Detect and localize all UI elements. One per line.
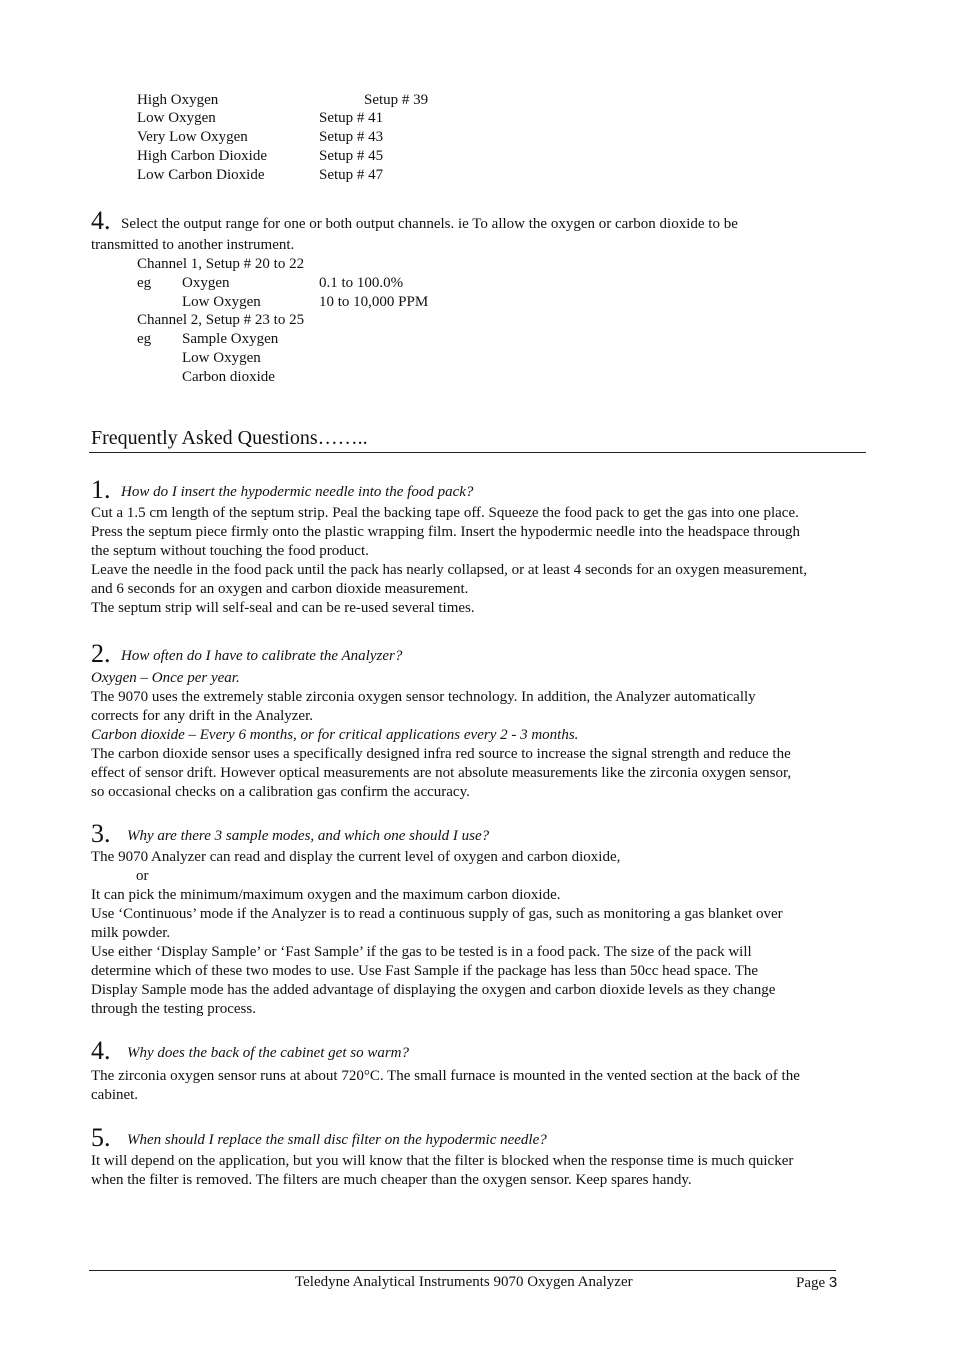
- answer-line: through the testing process.: [91, 1001, 256, 1017]
- answer-line: The septum strip will self-seal and can be re-used several times.: [91, 600, 475, 616]
- channel-2-item: Sample Oxygen: [182, 331, 279, 347]
- step-number: 4.: [91, 206, 111, 235]
- answer-line: The 9070 Analyzer can read and display the current level of oxygen and carbon dioxide,: [91, 849, 621, 865]
- answer-line: cabinet.: [91, 1087, 139, 1103]
- channel-1-range: 0.1 to 100.0%: [319, 275, 404, 291]
- alarm-setup: Setup # 43: [319, 129, 384, 145]
- alarm-name: High Carbon Dioxide: [137, 148, 267, 164]
- answer-line: Cut a 1.5 cm length of the septum strip. Peal the backing tape off. Squeeze the food pack to get the gas into one place.: [91, 505, 799, 521]
- page-number: [796, 1273, 837, 1293]
- answer-line: It can pick the minimum/maximum oxygen and the maximum carbon dioxide.: [91, 887, 561, 903]
- faq-number: 2.: [91, 639, 111, 668]
- page-label: Page: [796, 1275, 826, 1291]
- faq-answer: [91, 1067, 866, 1105]
- faq-number: 4.: [91, 1036, 111, 1065]
- faq-answer: [91, 848, 866, 1019]
- faq-answer: [91, 1152, 866, 1190]
- step-text: Select the output range for one or both output channels. ie To allow the oxygen or carbon dioxide to be: [121, 216, 738, 232]
- faq-heading: Frequently Asked Questions……..: [91, 427, 368, 449]
- answer-line: Use ‘Continuous’ mode if the Analyzer is to read a continuous supply of gas, such as monitoring a gas blanket over: [91, 906, 783, 922]
- faq-answer: [91, 669, 866, 802]
- alarm-setup: Setup # 47: [319, 167, 384, 183]
- page-value: 3: [828, 1274, 838, 1291]
- faq-number: 1.: [91, 475, 111, 504]
- answer-line: and 6 seconds for an oxygen and carbon dioxide measurement.: [91, 581, 469, 597]
- answer-line: milk powder.: [91, 925, 171, 941]
- faq-question: How often do I have to calibrate the Analyzer?: [121, 648, 403, 664]
- faq-question: When should I replace the small disc filter on the hypodermic needle?: [127, 1132, 547, 1148]
- answer-line: The carbon dioxide sensor uses a specifically designed infra red source to increase the signal strength and reduce the: [91, 746, 791, 762]
- eg-label: eg: [137, 331, 152, 347]
- faq-number: 5.: [91, 1123, 111, 1152]
- answer-line: It will depend on the application, but you will know that the filter is blocked when the response time is much quicker: [91, 1153, 794, 1169]
- footer-title: Teledyne Analytical Instruments 9070 Oxygen Analyzer: [295, 1274, 633, 1290]
- faq-number: 3.: [91, 819, 111, 848]
- answer-line: Use either ‘Display Sample’ or ‘Fast Sample’ if the gas to be tested is in a food pack. The size of the pack will: [91, 944, 752, 960]
- channel-2-item: Low Oxygen: [182, 350, 261, 366]
- faq-question: Why does the back of the cabinet get so warm?: [127, 1045, 410, 1061]
- footer-rule: [89, 1270, 836, 1271]
- alarm-setup: Setup # 39: [364, 92, 429, 108]
- channel-1-range: 10 to 10,000 PPM: [319, 294, 429, 310]
- channel-1-label: Channel 1, Setup # 20 to 22: [137, 256, 305, 272]
- answer-line: The 9070 uses the extremely stable zirconia oxygen sensor technology. In addition, the Analyzer automatically: [91, 689, 756, 705]
- alarm-setup: Setup # 41: [319, 110, 384, 126]
- answer-line: determine which of these two modes to use. Use Fast Sample if the package has less than 50cc head space. The: [91, 963, 759, 979]
- alarm-name: High Oxygen: [137, 92, 219, 108]
- step-text-cont: transmitted to another instrument.: [91, 237, 295, 253]
- channel-1-item: Low Oxygen: [182, 294, 261, 310]
- answer-line: the septum without touching the food product.: [91, 543, 369, 559]
- alarm-name: Low Oxygen: [137, 110, 216, 126]
- answer-line: Carbon dioxide – Every 6 months, or for critical applications every 2 - 3 months.: [91, 727, 579, 743]
- eg-label: eg: [137, 275, 152, 291]
- faq-question: Why are there 3 sample modes, and which one should I use?: [127, 828, 490, 844]
- answer-line: The zirconia oxygen sensor runs at about 720°C. The small furnace is mounted in the vented section at the back of the: [91, 1068, 800, 1084]
- answer-line: so occasional checks on a calibration gas confirm the accuracy.: [91, 784, 470, 800]
- channel-1-item: Oxygen: [182, 275, 230, 291]
- alarm-name: Very Low Oxygen: [137, 129, 248, 145]
- channel-2-item: Carbon dioxide: [182, 369, 275, 385]
- heading-rule: [89, 452, 866, 453]
- answer-line: Oxygen – Once per year.: [91, 670, 240, 686]
- answer-line: Press the septum piece firmly onto the plastic wrapping film. Insert the hypodermic needle into the headspace through: [91, 524, 800, 540]
- faq-answer: [91, 504, 866, 618]
- faq-question: How do I insert the hypodermic needle into the food pack?: [121, 484, 474, 500]
- answer-line: or: [136, 868, 149, 884]
- channel-2-label: Channel 2, Setup # 23 to 25: [137, 312, 305, 328]
- answer-line: corrects for any drift in the Analyzer.: [91, 708, 313, 724]
- answer-line: Display Sample mode has the added advantage of displaying the oxygen and carbon dioxide levels as they change: [91, 982, 776, 998]
- answer-line: Leave the needle in the food pack until the pack has nearly collapsed, or at least 4 seconds for an oxygen measurement,: [91, 562, 807, 578]
- alarm-setup: Setup # 45: [319, 148, 384, 164]
- answer-line: effect of sensor drift. However optical measurements are not absolute measurements like the zirconia oxygen sensor,: [91, 765, 792, 781]
- alarm-name: Low Carbon Dioxide: [137, 167, 265, 183]
- answer-line: when the filter is removed. The filters are much cheaper than the oxygen sensor. Keep spares handy.: [91, 1172, 692, 1188]
